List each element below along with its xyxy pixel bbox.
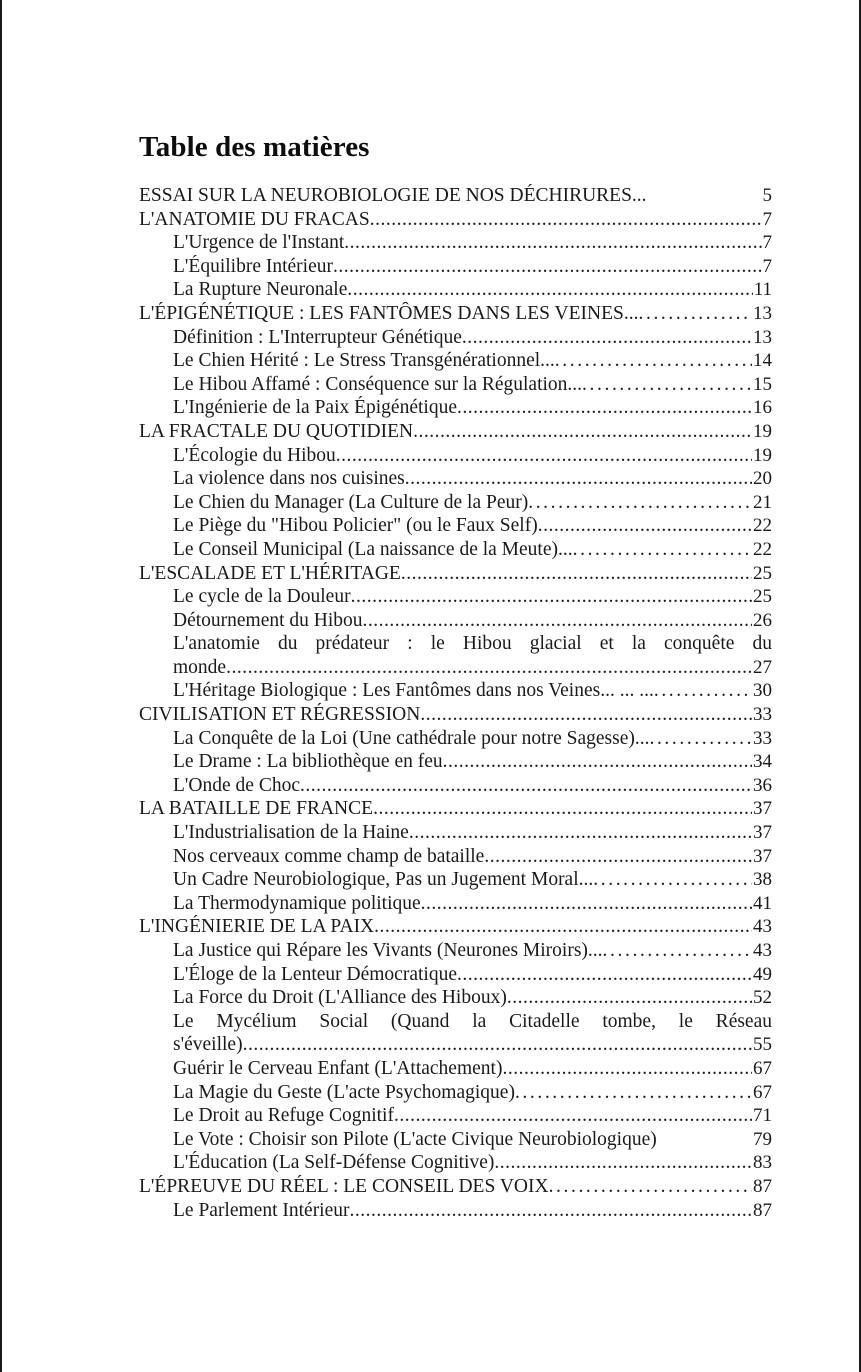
toc-entry[interactable]: [173, 1057, 772, 1081]
toc-entry-label: Le Drame : La bibliothèque en feu: [173, 751, 443, 773]
toc-entry[interactable]: [139, 797, 772, 821]
toc-entry-label: L'Urgence de l'Instant: [173, 232, 345, 254]
toc-entry-label: Guérir le Cerveau Enfant (L'Attachement): [173, 1057, 503, 1079]
toc-page-number: 27: [753, 656, 772, 678]
toc-leader-dots: [421, 892, 752, 916]
toc-entry-continuation-row: [173, 656, 772, 680]
toc-leader-dots: [502, 1057, 752, 1081]
toc-content: [139, 133, 772, 1222]
toc-entry[interactable]: [173, 821, 772, 845]
toc-entry-label: Le Mycélium Social (Quand la Citadelle tombe, le Réseau: [173, 1010, 772, 1032]
toc-entry-row: [139, 208, 772, 232]
toc-page-number: 38: [753, 869, 772, 891]
toc-entry-label: L'ESCALADE ET L'HÉRITAGE: [139, 562, 401, 584]
toc-page-number: 25: [753, 586, 772, 608]
toc-entry[interactable]: [139, 562, 772, 586]
toc-entry[interactable]: [173, 892, 772, 916]
toc-page-number: 43: [753, 940, 772, 961]
toc-leader-dots: [336, 444, 752, 468]
toc-leader-dots: [401, 562, 752, 586]
toc-page-number: 16: [753, 397, 772, 419]
toc-entry-label: Le Conseil Municipal (La naissance de la Meute)...: [173, 538, 573, 560]
toc-leader-dots: [528, 491, 752, 515]
toc-entry[interactable]: [173, 349, 772, 373]
toc-entry-row: [173, 1199, 772, 1223]
toc-leader-dots: [394, 1104, 752, 1128]
toc-entry[interactable]: [173, 467, 772, 491]
toc-entry-row: [173, 585, 772, 609]
toc-entry-label: La Rupture Neuronale: [173, 279, 348, 301]
toc-entry-row: [173, 892, 772, 916]
toc-entry[interactable]: [139, 915, 772, 939]
toc-page-number: 67: [753, 1057, 772, 1079]
toc-leader-dots: [457, 963, 752, 987]
toc-entry-label: Nos cerveaux comme champ de bataille: [173, 845, 485, 867]
toc-leader-dots: [344, 231, 761, 255]
toc-entry-label: L'Équilibre Intérieur: [173, 255, 333, 277]
toc-entry-row: [173, 255, 772, 279]
toc-entry[interactable]: [173, 609, 772, 633]
toc-page-number: 67: [753, 1081, 772, 1103]
toc-leader-dots: [484, 845, 752, 869]
toc-leader-dots: [405, 467, 752, 491]
toc-page-number: 13: [753, 302, 772, 324]
toc-entry-row: [173, 1104, 772, 1128]
toc-entry-label: L'Héritage Biologique : Les Fantômes dans nos Veines... ... ...: [173, 680, 654, 702]
toc-entry-row: [173, 1128, 772, 1152]
toc-entry-row: [139, 797, 772, 821]
toc-page-number: 7: [762, 208, 772, 230]
toc-entry-label: Le cycle de la Douleur: [173, 586, 351, 608]
toc-leader-dots: [420, 703, 752, 727]
toc-entry-label: La Magie du Geste (L'acte Psychomagique): [173, 1081, 515, 1103]
toc-leader-dots: [363, 609, 752, 633]
toc-entry-row: [173, 845, 772, 869]
toc-leader-dots: [370, 208, 762, 232]
toc-leader-dots: [351, 585, 752, 609]
toc-entry-row: [173, 727, 772, 751]
toc-entry-row: [173, 491, 772, 515]
toc-page-number: 30: [753, 680, 772, 702]
toc-entry-row: [173, 868, 772, 892]
toc-entry-row: [173, 231, 772, 255]
toc-page-number: 19: [753, 420, 772, 442]
toc-entry-row: [139, 302, 772, 326]
toc-entry-label: La violence dans nos cuisines: [173, 468, 405, 490]
toc-page-number: 33: [753, 704, 772, 726]
toc-entry-label: L'anatomie du prédateur : le Hibou glacial et la conquête du: [173, 633, 772, 655]
toc-entry-label: La Conquête de la Loi (Une cathédrale pour notre Sagesse)...: [173, 727, 650, 749]
toc-entry[interactable]: [139, 302, 772, 326]
toc-entry-row: [173, 514, 772, 538]
toc-entry-row: [173, 326, 772, 350]
toc-entry[interactable]: [173, 750, 772, 774]
toc-page-number: 34: [753, 751, 772, 773]
toc-page-number: 37: [753, 822, 772, 844]
toc-entry-label: L'Onde de Choc: [173, 774, 300, 796]
toc-leader-dots: [226, 656, 752, 680]
toc-leader-dots: [350, 1199, 753, 1223]
toc-page-number: 26: [753, 609, 772, 631]
toc-entry-label: L'Industrialisation de la Haine: [173, 822, 409, 844]
toc-entry-label: L'Écologie du Hibou: [173, 444, 336, 466]
toc-entry-label: LA FRACTALE DU QUOTIDIEN: [139, 420, 414, 442]
toc-leader-dots: [515, 1081, 752, 1105]
toc-entry[interactable]: [173, 868, 772, 892]
toc-entry[interactable]: [173, 1010, 772, 1057]
toc-entry-row: [139, 1175, 772, 1199]
toc-entry[interactable]: [139, 703, 772, 727]
toc-page-number: 41: [753, 892, 772, 914]
toc-entry[interactable]: [173, 1104, 772, 1128]
toc-entry-label: L'Éloge de la Lenteur Démocratique: [173, 963, 457, 985]
toc-entry[interactable]: [173, 1128, 772, 1152]
toc-page-number: 37: [753, 798, 772, 820]
toc-entry[interactable]: [139, 208, 772, 232]
toc-page-number: 15: [753, 373, 772, 395]
toc-page-number: 43: [753, 916, 772, 938]
toc-leader-dots: [538, 514, 752, 538]
toc-leader-dots: [593, 868, 752, 892]
toc-entry-row: [173, 373, 772, 397]
toc-entry-label: Le Vote : Choisir son Pilote (L'acte Civique Neurobiologique): [173, 1128, 657, 1150]
toc-entry-label: Le Chien du Manager (La Culture de la Peur): [173, 491, 529, 513]
toc-entry[interactable]: [139, 420, 772, 444]
toc-page-number: 7: [762, 232, 772, 254]
toc-entry-row: [173, 939, 772, 963]
toc-entry[interactable]: [173, 326, 772, 350]
toc-entry-label: La Justice qui Répare les Vivants (Neurones Miroirs)...: [173, 940, 603, 961]
toc-entry-row: [173, 609, 772, 633]
toc-entry[interactable]: [173, 1151, 772, 1175]
toc-page-number: 11: [753, 279, 772, 301]
toc-entry-label: Le Piège du "Hibou Policier" (ou le Faux Self): [173, 515, 538, 537]
toc-entry-row: [173, 278, 772, 302]
toc-entry-row: [173, 986, 772, 1010]
toc-leader-dots: [573, 538, 752, 562]
toc-leader-dots: [507, 986, 752, 1010]
toc-leader-dots: [457, 396, 752, 420]
toc-entry[interactable]: [173, 679, 772, 703]
toc-entry-row: [173, 444, 772, 468]
toc-entry-label: Un Cadre Neurobiologique, Pas un Jugement Moral...: [173, 869, 594, 891]
toc-entry-row: [173, 538, 772, 562]
toc-entry[interactable]: [173, 727, 772, 751]
toc-entry-label: LA BATAILLE DE FRANCE: [139, 798, 374, 820]
toc-entry[interactable]: [173, 963, 772, 987]
toc-entry-label: La Force du Droit (L'Alliance des Hiboux): [173, 987, 507, 1009]
toc-list: [139, 184, 772, 1222]
toc-leader-dots: [555, 349, 752, 373]
toc-entry-row: [173, 963, 772, 987]
toc-entry-row: [173, 467, 772, 491]
toc-entry-row: [139, 184, 772, 208]
toc-entry-label: L'ÉPIGÉNÉTIQUE : LES FANTÔMES DANS LES VEINES...: [139, 302, 639, 324]
toc-entry-label: Définition : L'Interrupteur Génétique: [173, 326, 462, 348]
toc-entry-row: [139, 562, 772, 586]
toc-entry-label: L'Ingénierie de la Paix Épigénétique: [173, 397, 457, 419]
toc-entry-row: [139, 703, 772, 727]
toc-page-number: 21: [753, 491, 772, 513]
toc-leader-dots: [374, 915, 752, 939]
toc-entry-row: [173, 821, 772, 845]
toc-entry[interactable]: [173, 1081, 772, 1105]
toc-entry[interactable]: [173, 845, 772, 869]
toc-entry-label: Le Parlement Intérieur: [173, 1199, 350, 1221]
toc-entry-row: [139, 915, 772, 939]
toc-page-number: 49: [753, 963, 772, 985]
toc-leader-dots: [603, 939, 752, 963]
toc-page-number: 13: [753, 326, 772, 348]
toc-page-number: 87: [753, 1175, 772, 1197]
toc-entry-row: [173, 1151, 772, 1175]
toc-entry-row: [173, 679, 772, 703]
toc-entry[interactable]: [173, 396, 772, 420]
toc-page-number: 71: [753, 1105, 772, 1127]
toc-entry-label: L'ÉPREUVE DU RÉEL : LE CONSEIL DES VOIX: [139, 1175, 549, 1197]
toc-entry-label: Le Droit au Refuge Cognitif: [173, 1105, 394, 1127]
toc-leader-dots: [582, 373, 752, 397]
toc-page-number: 22: [753, 515, 772, 537]
toc-entry-label: L'Éducation (La Self-Défense Cognitive): [173, 1152, 495, 1174]
toc-entry-label: La Thermodynamique politique: [173, 892, 421, 914]
toc-entry-label: L'INGÉNIERIE DE LA PAIX: [139, 916, 375, 938]
toc-page-number: 36: [753, 774, 772, 796]
toc-leader-dots: [494, 1151, 752, 1175]
toc-leader-dots: [347, 278, 752, 302]
toc-leader-dots: [373, 797, 752, 821]
toc-entry[interactable]: [173, 255, 772, 279]
toc-entry-label: L'ANATOMIE DU FRACAS: [139, 208, 370, 230]
toc-entry[interactable]: [173, 986, 772, 1010]
toc-entry[interactable]: [173, 538, 772, 562]
toc-leader-dots: [443, 750, 752, 774]
toc-entry-label-continuation: s'éveille): [173, 1034, 243, 1056]
toc-entry-row: [173, 774, 772, 798]
toc-entry[interactable]: [173, 585, 772, 609]
toc-page-number: 33: [753, 727, 772, 749]
toc-leader-dots: [413, 420, 752, 444]
toc-leader-dots: [649, 727, 752, 751]
toc-entry[interactable]: [173, 444, 772, 468]
toc-entry-label: ESSAI SUR LA NEUROBIOLOGIE DE NOS DÉCHIRURES...: [139, 185, 647, 206]
toc-entry[interactable]: [173, 632, 772, 679]
toc-entry-row: [173, 396, 772, 420]
toc-leader-dots: [654, 679, 752, 703]
toc-page-number: 5: [762, 185, 772, 206]
toc-leader-dots: [639, 302, 753, 326]
toc-entry[interactable]: [173, 1199, 772, 1223]
toc-entry-label: Le Hibou Affamé : Conséquence sur la Régulation...: [173, 373, 583, 395]
toc-entry[interactable]: [173, 774, 772, 798]
toc-page-number: 87: [753, 1199, 772, 1221]
toc-page-number: 52: [753, 987, 772, 1009]
toc-page-number: 37: [753, 845, 772, 867]
toc-entry[interactable]: [173, 939, 772, 963]
toc-leader-dots: [462, 326, 752, 350]
toc-page-number: 22: [753, 538, 772, 560]
toc-page-number: 79: [753, 1128, 772, 1150]
toc-entry-row: [139, 420, 772, 444]
toc-leader-dots: [409, 821, 752, 845]
toc-entry-row: [173, 750, 772, 774]
toc-entry-row: [173, 1057, 772, 1081]
toc-entry[interactable]: [173, 491, 772, 515]
toc-leader-dots: [333, 255, 762, 279]
toc-entry[interactable]: [139, 1175, 772, 1199]
toc-entry[interactable]: [173, 278, 772, 302]
toc-page-number: 83: [753, 1152, 772, 1174]
toc-leader-dots: [243, 1033, 752, 1057]
toc-page-number: 7: [762, 255, 772, 277]
toc-entry-label: Le Chien Hérité : Le Stress Transgénérationnel...: [173, 350, 555, 372]
toc-page-number: 25: [753, 562, 772, 584]
toc-entry[interactable]: [173, 231, 772, 255]
toc-leader-dots: [300, 774, 752, 798]
page-title: Table des matières: [139, 131, 370, 163]
toc-page-number: 19: [753, 444, 772, 466]
toc-entry-label: CIVILISATION ET RÉGRESSION: [139, 704, 421, 726]
toc-leader-dots: [549, 1175, 752, 1199]
toc-entry-row: [173, 349, 772, 373]
toc-entry[interactable]: [173, 514, 772, 538]
toc-entry[interactable]: [173, 373, 772, 397]
toc-page-number: 20: [753, 468, 772, 490]
toc-entry-label-continuation: monde: [173, 656, 227, 678]
toc-entry-label: Détournement du Hibou: [173, 609, 363, 631]
toc-entry-continuation-row: [173, 1033, 772, 1057]
toc-page-number: 55: [753, 1034, 772, 1056]
toc-page-number: 14: [753, 350, 772, 372]
toc-entry[interactable]: [139, 184, 772, 208]
toc-entry-row: [173, 1081, 772, 1105]
